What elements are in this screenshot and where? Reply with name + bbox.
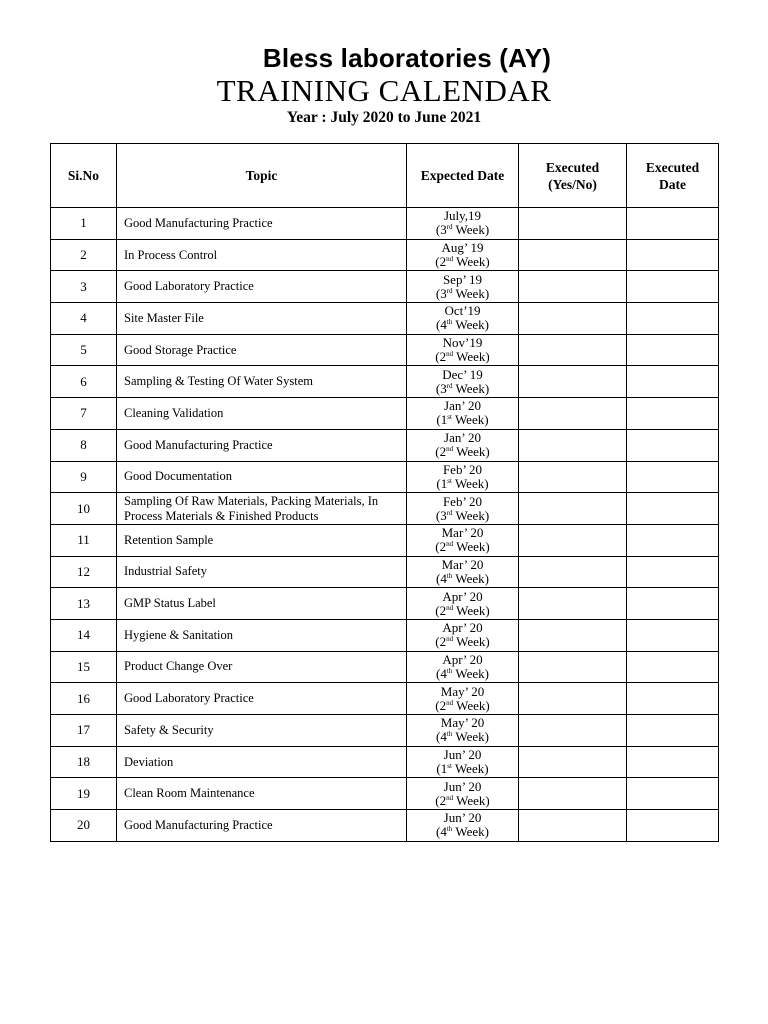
expected-week: (4th Week): [436, 729, 489, 745]
cell-executed[interactable]: [519, 746, 627, 778]
cell-executed[interactable]: [519, 588, 627, 620]
col-header-topic: Topic: [117, 144, 407, 208]
expected-month: Apr’ 20: [442, 620, 483, 636]
cell-topic: Good Manufacturing Practice: [117, 810, 407, 842]
cell-expected-date: [407, 493, 519, 525]
cell-executed[interactable]: [519, 366, 627, 398]
cell-expected-date: [407, 683, 519, 715]
col-header-expected-date: Expected Date: [407, 144, 519, 208]
cell-sino: 8: [51, 429, 117, 461]
week-number: 2: [439, 792, 447, 808]
week-word: Week): [454, 412, 489, 428]
table-row: [51, 461, 719, 493]
cell-executed[interactable]: [519, 683, 627, 715]
table-row: [51, 429, 719, 461]
cell-expected-date: [407, 334, 519, 366]
expected-month: Jun’ 20: [443, 810, 482, 826]
cell-executed[interactable]: [519, 556, 627, 588]
table-row: [51, 524, 719, 556]
cell-sino: 20: [51, 810, 117, 842]
week-suffix: nd: [446, 698, 454, 707]
cell-executed-date[interactable]: [627, 366, 719, 398]
cell-executed-date[interactable]: [627, 208, 719, 240]
cell-executed[interactable]: [519, 493, 627, 525]
cell-sino: 18: [51, 746, 117, 778]
cell-sino: 13: [51, 588, 117, 620]
expected-month: Jun’ 20: [443, 778, 482, 794]
cell-executed[interactable]: [519, 619, 627, 651]
cell-topic: Good Laboratory Practice: [117, 683, 407, 715]
table-row: [51, 588, 719, 620]
table-row: [51, 746, 719, 778]
week-suffix: nd: [446, 255, 454, 264]
week-number: 2: [439, 539, 447, 555]
col-header-executed-date-text: Executed Date: [645, 159, 700, 192]
expected-month: Jun’ 20: [443, 747, 482, 763]
table-row: [51, 208, 719, 240]
expected-week: (2nd Week): [435, 349, 490, 365]
cell-topic: Good Documentation: [117, 461, 407, 493]
week-word: Week): [456, 602, 490, 618]
expected-month: Apr’ 20: [442, 588, 483, 604]
week-word: Week): [455, 317, 489, 333]
cell-executed-date[interactable]: [627, 239, 719, 271]
expected-month: Apr’ 20: [442, 651, 483, 667]
expected-month: Sep’ 19: [442, 271, 483, 287]
cell-executed-date[interactable]: [627, 556, 719, 588]
cell-executed[interactable]: [519, 271, 627, 303]
expected-month: Feb’ 20: [442, 493, 483, 509]
week-number: 3: [440, 222, 447, 238]
week-suffix: rd: [446, 508, 453, 517]
cell-sino: 5: [51, 334, 117, 366]
expected-week: (2nd Week): [435, 602, 490, 618]
cell-topic: Industrial Safety: [117, 556, 407, 588]
cell-executed[interactable]: [519, 208, 627, 240]
week-word: Week): [455, 824, 489, 840]
table-row: [51, 271, 719, 303]
cell-sino: 7: [51, 398, 117, 430]
company-name: Bless laboratories (AY): [262, 43, 552, 73]
week-suffix: rd: [446, 223, 453, 232]
expected-month: Nov’19: [442, 335, 483, 351]
week-suffix: st: [447, 413, 452, 422]
week-number: 2: [439, 634, 447, 650]
week-suffix: nd: [446, 445, 454, 454]
cell-expected-date: [407, 239, 519, 271]
cell-executed-date[interactable]: [627, 619, 719, 651]
week-suffix: rd: [446, 381, 453, 390]
week-word: Week): [456, 349, 490, 365]
cell-topic: Deviation: [117, 746, 407, 778]
expected-week: (4th Week): [436, 570, 489, 586]
expected-month: Oct’19: [444, 303, 481, 319]
week-number: 4: [440, 824, 447, 840]
cell-sino: 16: [51, 683, 117, 715]
cell-topic: Cleaning Validation: [117, 398, 407, 430]
cell-sino: 11: [51, 524, 117, 556]
expected-month: May’ 20: [440, 683, 485, 699]
expected-week: (2nd Week): [435, 444, 490, 460]
cell-expected-date: [407, 651, 519, 683]
expected-month: Aug’ 19: [441, 240, 484, 256]
cell-executed[interactable]: [519, 461, 627, 493]
cell-expected-date: [407, 746, 519, 778]
week-number: 4: [440, 729, 447, 745]
expected-month: Jan’ 20: [444, 398, 481, 414]
table-row: [51, 366, 719, 398]
cell-expected-date: [407, 778, 519, 810]
cell-executed-date[interactable]: [627, 746, 719, 778]
week-number: 3: [440, 380, 447, 396]
table-row: [51, 778, 719, 810]
expected-month: Mar’ 20: [441, 525, 484, 541]
cell-executed[interactable]: [519, 303, 627, 335]
cell-executed[interactable]: [519, 429, 627, 461]
expected-week: (1st Week): [436, 412, 489, 428]
expected-week: (1st Week): [436, 475, 489, 491]
table-row: [51, 493, 719, 525]
expected-month: Mar’ 20: [441, 556, 484, 572]
week-word: Week): [455, 570, 489, 586]
expected-month: May’ 20: [440, 715, 485, 731]
week-suffix: th: [446, 730, 453, 739]
expected-month: Jan’ 20: [444, 430, 481, 446]
expected-week: (2nd Week): [435, 792, 490, 808]
week-word: Week): [455, 665, 489, 681]
cell-expected-date: [407, 556, 519, 588]
week-number: 2: [439, 444, 447, 460]
col-header-executed-date: [627, 144, 719, 208]
cell-expected-date: [407, 619, 519, 651]
week-word: Week): [454, 475, 489, 491]
cell-executed-date[interactable]: [627, 524, 719, 556]
week-suffix: st: [447, 762, 452, 771]
table-row: [51, 556, 719, 588]
table-row: [51, 239, 719, 271]
training-calendar-table: [50, 143, 719, 842]
cell-topic: Good Manufacturing Practice: [117, 429, 407, 461]
year-range: Year : July 2020 to June 2021: [286, 109, 482, 126]
table-row: [51, 334, 719, 366]
cell-topic: Product Change Over: [117, 651, 407, 683]
cell-sino: 2: [51, 239, 117, 271]
cell-executed-date[interactable]: [627, 398, 719, 430]
week-suffix: nd: [446, 540, 454, 549]
cell-executed-date[interactable]: [627, 715, 719, 747]
table-row: [51, 398, 719, 430]
week-number: 1: [440, 475, 448, 491]
expected-week: (4th Week): [436, 665, 489, 681]
cell-topic: Site Master File: [117, 303, 407, 335]
cell-executed-date[interactable]: [627, 334, 719, 366]
col-header-sino: Si.No: [51, 144, 117, 208]
cell-sino: 19: [51, 778, 117, 810]
week-word: Week): [456, 444, 490, 460]
cell-executed-date[interactable]: [627, 303, 719, 335]
week-number: 2: [439, 349, 447, 365]
cell-executed[interactable]: [519, 778, 627, 810]
table-body: [51, 208, 719, 842]
week-number: 3: [440, 507, 447, 523]
cell-executed-date[interactable]: [627, 810, 719, 842]
week-word: Week): [456, 792, 490, 808]
expected-week: (2nd Week): [435, 254, 490, 270]
cell-topic: Good Laboratory Practice: [117, 271, 407, 303]
week-suffix: nd: [446, 350, 454, 359]
expected-week: (4th Week): [436, 824, 489, 840]
cell-sino: 3: [51, 271, 117, 303]
week-suffix: th: [446, 318, 453, 327]
expected-week: (4th Week): [436, 317, 489, 333]
cell-executed[interactable]: [519, 651, 627, 683]
table-row: [51, 651, 719, 683]
cell-expected-date: [407, 303, 519, 335]
cell-executed-date[interactable]: [627, 778, 719, 810]
table-row: [51, 683, 719, 715]
week-word: Week): [455, 729, 489, 745]
col-header-executed: [519, 144, 627, 208]
table-row: [51, 810, 719, 842]
cell-executed[interactable]: [519, 334, 627, 366]
table-row: [51, 715, 719, 747]
week-number: 2: [439, 602, 447, 618]
cell-topic: Good Storage Practice: [117, 334, 407, 366]
cell-topic: Sampling Of Raw Materials, Packing Materials, In Process Materials & Finished Products: [117, 493, 407, 525]
table-header: [51, 144, 719, 208]
col-header-executed-text: Executed (Yes/No): [545, 159, 600, 192]
cell-topic: GMP Status Label: [117, 588, 407, 620]
table-row: [51, 303, 719, 335]
expected-month: Dec’ 19: [442, 366, 483, 382]
week-number: 2: [439, 254, 447, 270]
week-word: Week): [455, 222, 490, 238]
expected-week: (3rd Week): [435, 380, 490, 396]
week-number: 4: [440, 570, 447, 586]
cell-sino: 14: [51, 619, 117, 651]
week-suffix: rd: [446, 286, 453, 295]
week-suffix: st: [447, 476, 452, 485]
cell-executed-date[interactable]: [627, 651, 719, 683]
week-number: 2: [439, 697, 447, 713]
week-word: Week): [454, 761, 489, 777]
cell-executed[interactable]: [519, 239, 627, 271]
expected-week: (1st Week): [436, 761, 489, 777]
expected-week: (3rd Week): [435, 507, 490, 523]
week-number: 3: [440, 285, 447, 301]
cell-executed[interactable]: [519, 524, 627, 556]
week-number: 4: [440, 665, 447, 681]
week-word: Week): [456, 254, 490, 270]
cell-expected-date: [407, 429, 519, 461]
cell-topic: Sampling & Testing Of Water System: [117, 366, 407, 398]
cell-executed-date[interactable]: [627, 588, 719, 620]
cell-topic: In Process Control: [117, 239, 407, 271]
cell-executed-date[interactable]: [627, 461, 719, 493]
week-number: 4: [440, 317, 447, 333]
cell-expected-date: [407, 208, 519, 240]
cell-sino: 15: [51, 651, 117, 683]
week-number: 1: [440, 412, 448, 428]
cell-sino: 17: [51, 715, 117, 747]
expected-week: (2nd Week): [435, 634, 490, 650]
week-word: Week): [456, 697, 490, 713]
cell-sino: 4: [51, 303, 117, 335]
cell-sino: 12: [51, 556, 117, 588]
table-row: [51, 619, 719, 651]
week-word: Week): [456, 634, 490, 650]
cell-topic: Retention Sample: [117, 524, 407, 556]
week-suffix: th: [446, 825, 453, 834]
cell-expected-date: [407, 588, 519, 620]
cell-topic: Good Manufacturing Practice: [117, 208, 407, 240]
week-suffix: nd: [446, 635, 454, 644]
cell-sino: 10: [51, 493, 117, 525]
document-title: TRAINING CALENDAR: [216, 73, 552, 108]
expected-week: (2nd Week): [435, 539, 490, 555]
header-row: [51, 144, 719, 208]
week-suffix: nd: [446, 603, 454, 612]
week-word: Week): [455, 380, 490, 396]
cell-expected-date: [407, 461, 519, 493]
cell-sino: 6: [51, 366, 117, 398]
cell-expected-date: [407, 524, 519, 556]
week-suffix: th: [446, 666, 453, 675]
cell-expected-date: [407, 715, 519, 747]
expected-month: July,19: [443, 208, 482, 224]
expected-month: Feb’ 20: [442, 461, 483, 477]
cell-executed[interactable]: [519, 398, 627, 430]
cell-executed-date[interactable]: [627, 271, 719, 303]
cell-executed-date[interactable]: [627, 493, 719, 525]
cell-topic: Clean Room Maintenance: [117, 778, 407, 810]
cell-sino: 1: [51, 208, 117, 240]
week-suffix: nd: [446, 793, 454, 802]
cell-expected-date: [407, 366, 519, 398]
week-word: Week): [455, 507, 490, 523]
cell-expected-date: [407, 810, 519, 842]
week-suffix: th: [446, 571, 453, 580]
expected-week: (2nd Week): [435, 697, 490, 713]
week-word: Week): [456, 539, 490, 555]
week-number: 1: [440, 761, 448, 777]
cell-executed-date[interactable]: [627, 429, 719, 461]
cell-executed[interactable]: [519, 810, 627, 842]
week-word: Week): [455, 285, 490, 301]
expected-week: (3rd Week): [435, 285, 490, 301]
cell-sino: 9: [51, 461, 117, 493]
expected-week: (3rd Week): [435, 222, 490, 238]
cell-topic: Safety & Security: [117, 715, 407, 747]
cell-expected-date: [407, 398, 519, 430]
cell-topic: Hygiene & Sanitation: [117, 619, 407, 651]
cell-expected-date: [407, 271, 519, 303]
cell-executed-date[interactable]: [627, 683, 719, 715]
cell-executed[interactable]: [519, 715, 627, 747]
